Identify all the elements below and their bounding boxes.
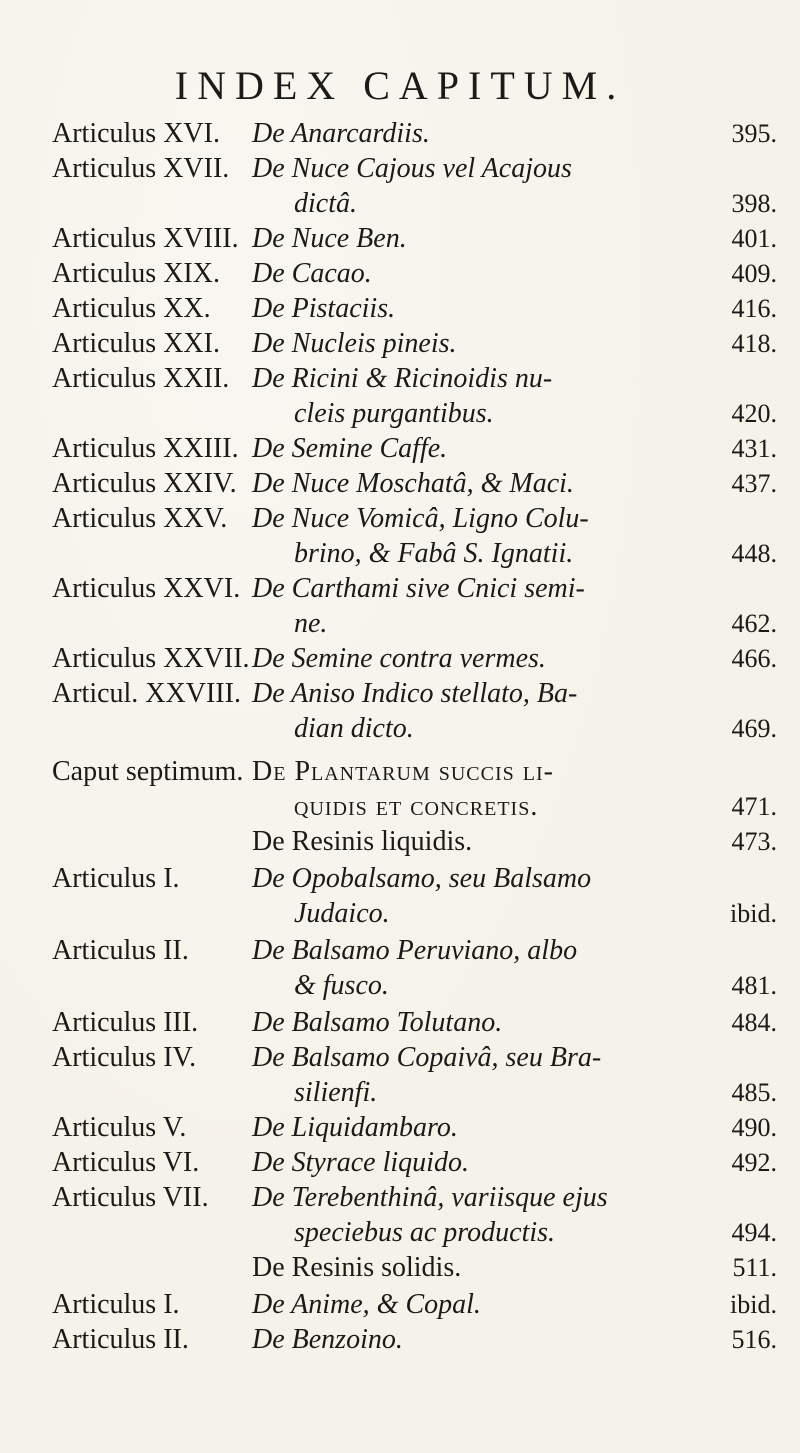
index-entry [52, 256, 777, 291]
entry-page-number: ibid. [730, 899, 777, 928]
index-entry [52, 1110, 777, 1145]
entry-page-number: 420. [731, 399, 777, 428]
entry-title [252, 1005, 777, 1040]
entry-page-number: 462. [731, 609, 777, 638]
entry-title-line: De Resinis liquidis. [252, 826, 473, 857]
entry-page-number: 484. [731, 1008, 777, 1037]
entry-page-number: 418. [731, 329, 777, 358]
entry-title-line: De Aniso Indico stellato, Ba- [252, 678, 578, 709]
entry-label: Articulus XXIII. [52, 433, 239, 464]
index-entry [52, 861, 777, 931]
entry-title [252, 1040, 777, 1110]
entry-title-line: De Balsamo Copaivâ, seu Bra- [252, 1042, 602, 1073]
entry-page-number: 469. [731, 714, 777, 743]
entry-title [252, 221, 777, 256]
index-entry [52, 1322, 777, 1357]
index-entry [52, 641, 777, 676]
entry-label: Articulus XXVII. [52, 643, 250, 674]
entry-title-line: silienfi. [294, 1077, 378, 1108]
entry-page-number: ibid. [730, 1290, 777, 1319]
index-entry [52, 1145, 777, 1180]
entry-title-line: De Resinis solidis. [252, 1252, 462, 1283]
entry-title [252, 431, 777, 466]
entry-label: Articulus VII. [52, 1182, 209, 1213]
entry-title-line: De Cacao. [252, 258, 372, 289]
entry-label: Articulus II. [52, 935, 189, 966]
entry-title [252, 641, 777, 676]
entry-title [252, 933, 777, 1003]
entry-title [252, 151, 777, 221]
entry-title-line: dictâ. [294, 188, 357, 219]
index-entry [52, 291, 777, 326]
index-entry [52, 116, 777, 151]
entry-page-number: 492. [731, 1148, 777, 1177]
entry-title-line: De Nucleis pineis. [252, 328, 457, 359]
index-entry [52, 1005, 777, 1040]
index-entry [52, 1287, 777, 1322]
entry-page-number: 466. [731, 644, 777, 673]
entry-title [252, 1145, 777, 1180]
entry-title-line: De Pistaciis. [252, 293, 396, 324]
entry-title [252, 1287, 777, 1322]
page-heading: INDEX CAPITUM. [174, 63, 626, 108]
entry-title-line: speciebus ac productis. [294, 1217, 556, 1248]
index-entry [52, 1180, 777, 1250]
entry-page-number: 448. [731, 539, 777, 568]
entry-title-line: De Anime, & Copal. [252, 1289, 481, 1320]
index-entry [52, 361, 777, 431]
entry-title-line: De Carthami sive Cnici semi- [252, 573, 585, 604]
entry-title [252, 754, 777, 824]
entry-label: Articulus XXI. [52, 328, 220, 359]
entry-page-number: 516. [731, 1325, 777, 1354]
entry-title-line: De Balsamo Tolutano. [252, 1007, 503, 1038]
entry-page-number: 416. [731, 294, 777, 323]
index-entry [52, 933, 777, 1003]
entry-title [252, 1322, 777, 1357]
entry-page-number: 485. [731, 1078, 777, 1107]
entry-label: Articulus XXVI. [52, 573, 241, 604]
index-entry [52, 1040, 777, 1110]
entry-label: Articulus VI. [52, 1147, 200, 1178]
entry-label: Articulus XVI. [52, 118, 220, 149]
entry-title-line: dian dicto. [294, 713, 414, 744]
entry-title [252, 571, 777, 641]
entry-title [252, 824, 777, 859]
entry-title [252, 116, 777, 151]
index-entry [52, 824, 777, 859]
entry-page-number: 511. [732, 1253, 777, 1282]
index-entry [52, 221, 777, 256]
entry-title-line: brino, & Fabâ S. Ignatii. [294, 538, 574, 569]
entry-title-line: De Nuce Moschatâ, & Maci. [252, 468, 574, 499]
entry-title-line: De Anarcardiis. [252, 118, 430, 149]
entry-title-line: De Semine Caffe. [252, 433, 448, 464]
entry-page-number: 431. [731, 434, 777, 463]
entry-title-line: De Plantarum succis li- [252, 756, 554, 787]
entry-page-number: 471. [731, 792, 777, 821]
entry-title-line: De Styrace liquido. [252, 1147, 469, 1178]
entry-label: Articulus V. [52, 1112, 187, 1143]
entry-title [252, 326, 777, 361]
entry-title-line: De Liquidambaro. [252, 1112, 458, 1143]
entry-title-line: De Semine contra vermes. [252, 643, 546, 674]
entry-title-line: quidis et concretis. [294, 791, 539, 822]
entry-title-line: ne. [294, 608, 328, 639]
entry-title [252, 1250, 777, 1285]
index-entry [52, 1250, 777, 1285]
entry-label: Articulus XIX. [52, 258, 220, 289]
entry-title-line: De Nuce Ben. [252, 223, 407, 254]
entry-label: Articulus I. [52, 863, 180, 894]
entry-label: Caput septimum. [52, 756, 244, 787]
entry-page-number: 395. [731, 119, 777, 148]
entry-page-number: 401. [731, 224, 777, 253]
index-entry [52, 151, 777, 221]
entry-label: Articulus XXIV. [52, 468, 237, 499]
entry-title-line: De Terebenthinâ, variisque ejus [252, 1182, 608, 1213]
entry-title-line: De Benzoino. [252, 1324, 403, 1355]
entry-title-line: De Balsamo Peruviano, albo [252, 935, 578, 966]
entry-title [252, 676, 777, 746]
index-entry [52, 431, 777, 466]
entry-title [252, 291, 777, 326]
entry-label: Articulus IV. [52, 1042, 197, 1073]
entry-title [252, 501, 777, 571]
entry-page-number: 473. [731, 827, 777, 856]
entry-title [252, 1110, 777, 1145]
entry-title-line: De Nuce Vomicâ, Ligno Colu- [252, 503, 589, 534]
index-entry [52, 466, 777, 501]
index-entry [52, 754, 777, 824]
entry-label: Articulus XVII. [52, 153, 230, 184]
entry-page-number: 437. [731, 469, 777, 498]
index-entry [52, 571, 777, 641]
entry-title-line: cleis purgantibus. [294, 398, 494, 429]
entry-label: Articul. XXVIII. [52, 678, 241, 709]
entry-page-number: 409. [731, 259, 777, 288]
entry-page-number: 398. [731, 189, 777, 218]
entry-title [252, 361, 777, 431]
index-entries [52, 116, 777, 1357]
index-entry [52, 326, 777, 361]
entry-label: Articulus XVIII. [52, 223, 239, 254]
entry-label: Articulus II. [52, 1324, 189, 1355]
entry-page-number: 481. [731, 971, 777, 1000]
entry-label: Articulus XX. [52, 293, 211, 324]
entry-title [252, 466, 777, 501]
entry-title-line: De Ricini & Ricinoidis nu- [252, 363, 553, 394]
index-entry [52, 501, 777, 571]
entry-title [252, 861, 777, 931]
index-entry [52, 676, 777, 746]
entry-title-line: & fusco. [294, 970, 389, 1001]
entry-label: Articulus I. [52, 1289, 180, 1320]
entry-title-line: Judaico. [294, 898, 390, 929]
entry-label: Articulus XXII. [52, 363, 230, 394]
entry-title-line: De Nuce Cajous vel Acajous [252, 153, 572, 184]
entry-title [252, 256, 777, 291]
entry-page-number: 490. [731, 1113, 777, 1142]
entry-title-line: De Opobalsamo, seu Balsamo [252, 863, 592, 894]
entry-page-number: 494. [731, 1218, 777, 1247]
entry-label: Articulus III. [52, 1007, 199, 1038]
entry-label: Articulus XXV. [52, 503, 228, 534]
entry-title [252, 1180, 777, 1250]
